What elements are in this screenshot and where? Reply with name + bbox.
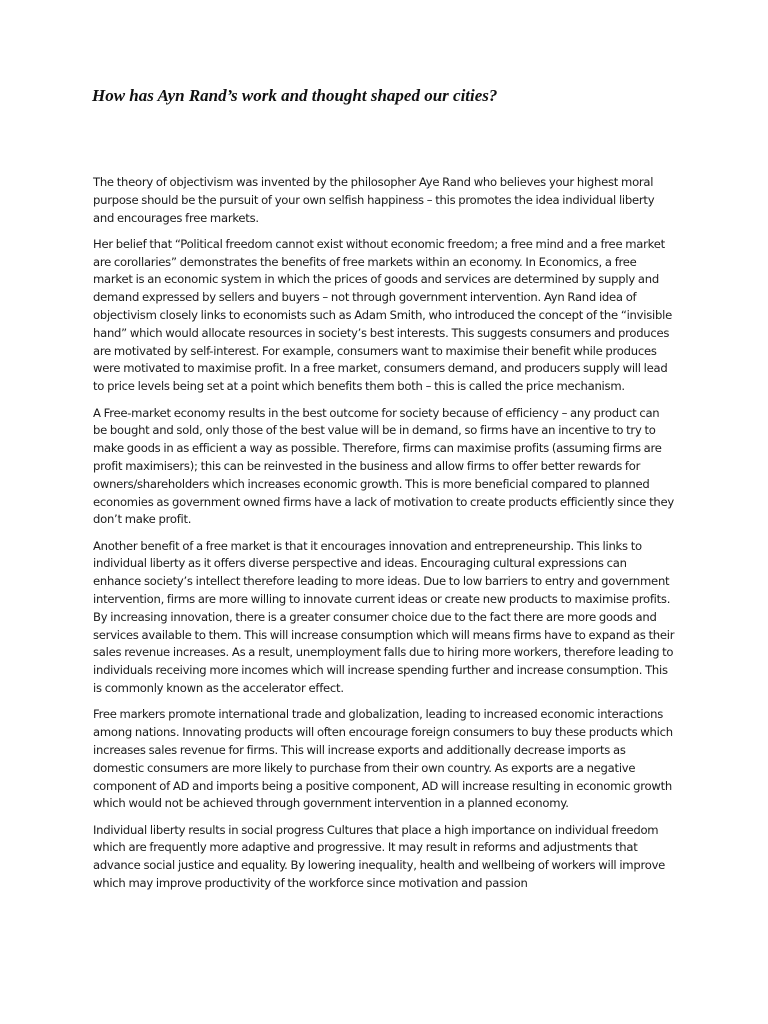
- paragraph-international-trade: Free markers promote international trade and globalization, leading to increased economic interactions among nations. Innovating products will often encourage foreign consumers to buy these products which increases sales revenue for firms. This will increase exports and additionally decrease imports as domestic consumers are more likely to purchase from their own country. As exports are a negative component of AD and imports being a positive component, AD will increase resulting in economic growth which would not be achieved through government intervention in a planned economy.: [93, 707, 673, 811]
- paragraph-innovation: Another benefit of a free market is that it encourages innovation and entrepreneurship. This links to individual liberty as it offers diverse perspective and ideas. Encouraging cultural expressions can enhance society’s intellect therefore leading to more ideas. Due to low barriers to entry and government intervention, firms are more willing to innovate current ideas or create new products to maximise profits. By increasing innovation, there is a greater consumer choice due to the fact there are more goods and services available to them. This will increase consumption which will means firms have to expand as their sales revenue increases. As a result, unemployment falls due to hiring more workers, therefore leading to individuals receiving more incomes which will increase spending further and increase consumption. This is commonly known as the accelerator effect.: [93, 538, 675, 696]
- paragraph-free-market-belief: Her belief that “Political freedom cannot exist without economic freedom; a free mind and a free market are corollaries” demonstrates the benefits of free markets within an economy. In Economics, a free market is an economic system in which the prices of goods and services are determined by supply and demand expressed by sellers and buyers – not through government intervention. Ayn Rand idea of objectivism closely links to economists such as Adam Smith, who introduced the concept of the “invisible hand” which would allocate resources in society’s best interests. This suggests consumers and produces are motivated by self-interest. For example, consumers want to maximise their benefit while produces were motivated to maximise profit. In a free market, consumers demand, and producers supply will lead to price levels being set at a point which benefits them both – this is called the price mechanism.: [93, 236, 672, 394]
- paragraph-social-progress: Individual liberty results in social progress Cultures that place a high importance on individual freedom which are frequently more adaptive and progressive. It may result in reforms and adjustments that advance social justice and equality. By lowering inequality, health and wellbeing of workers will improve which may improve productivity of the workforce since motivation and passion: [93, 822, 666, 890]
- paragraph-efficiency: A Free-market economy results in the best outcome for society because of efficiency – any product can be bought and sold, only those of the best value will be in demand, so firms have an incentive to try to make goods in as efficient a way as possible. Therefore, firms can maximise profits (assuming firms are profit maximisers); this can be reinvested in the business and allow firms to offer better rewards for owners/shareholders which increases economic growth. This is more beneficial compared to planned economies as government owned firms have a lack of motivation to create products efficiently since they don’t make profit.: [93, 405, 674, 527]
- paragraph-objectivism: The theory of objectivism was invented by the philosopher Aye Rand who believes your highest moral purpose should be the pursuit of your own selfish happiness – this promotes the idea individual liberty and encourages free markets.: [93, 175, 655, 225]
- document-title: How has Ayn Rand’s work and thought shaped our cities?: [92, 86, 498, 105]
- document-body: [93, 174, 675, 901]
